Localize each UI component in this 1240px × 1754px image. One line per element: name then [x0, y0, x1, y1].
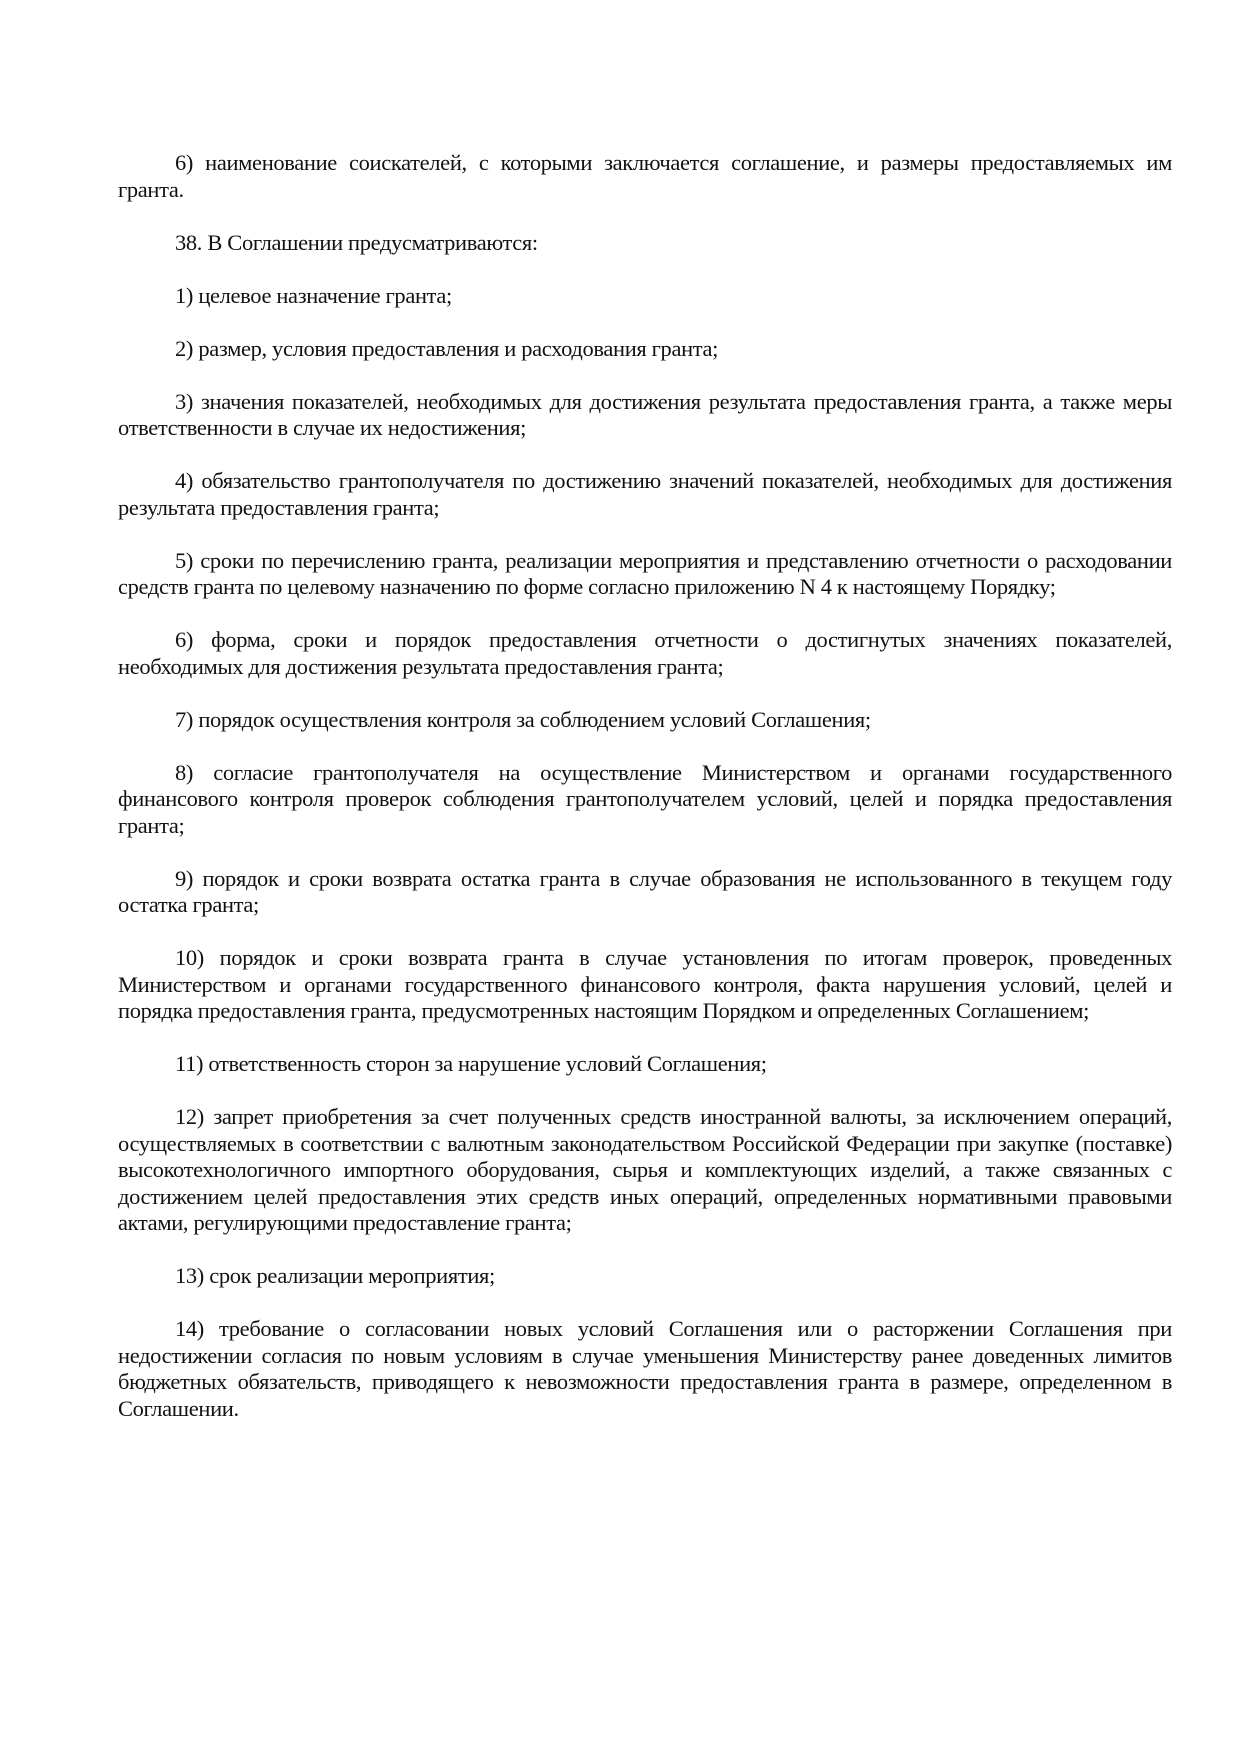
list-item-8: 8) согласие грантополучателя на осуществление Министерством и органами государственного финансового контроля проверок соблюдения грантополучателем условий, целей и порядка предоставления гранта;: [118, 759, 1172, 838]
list-item-5: 5) сроки по перечислению гранта, реализации мероприятия и представлению отчетности о расходовании средств гранта по целевому назначению по форме согласно приложению N 4 к настоящему Порядку;: [118, 547, 1172, 599]
document-page: [118, 150, 1172, 1449]
list-item-2: 2) размер, условия предоставления и расходования гранта;: [175, 335, 719, 361]
list-item-11: 11) ответственность сторон за нарушение условий Соглашения;: [175, 1051, 767, 1076]
list-item-7: 7) порядок осуществления контроля за соблюдением условий Соглашения;: [175, 706, 871, 732]
list-item-14: 14) требование о согласовании новых условий Соглашения или о расторжении Соглашения при недостижении согласия по новым условиям в случае уменьшения Министерству ранее доведенных лимитов бюджетных обязательств, приводящего к невозможности предоставления гранта в размере, определенном в Соглашении.: [118, 1316, 1172, 1421]
list-item-12: 12) запрет приобретения за счет полученных средств иностранной валюты, за исключением операций, осуществляемых в соответствии с валютным законодательством Российской Федерации при закупке (поставке) высокотехнологичного импортного оборудования, сырья и комплектующих изделий, а также связанных с достижением целей предоставления этих средств иных операций, определенных нормативными правовыми актами, регулирующими предоставление гранта;: [118, 1104, 1172, 1235]
list-item-9: 9) порядок и сроки возврата остатка гранта в случае образования не использованного в текущем году остатка гранта;: [118, 865, 1172, 917]
list-item-1: 1) целевое назначение гранта;: [175, 282, 452, 308]
list-item-3: 3) значения показателей, необходимых для достижения результата предоставления гранта, а также меры ответственности в случае их недостижения;: [118, 388, 1172, 440]
list-item-4: 4) обязательство грантополучателя по достижению значений показателей, необходимых для достижения результата предоставления гранта;: [118, 468, 1172, 520]
list-item-6: 6) форма, сроки и порядок предоставления отчетности о достигнутых значениях показателей, необходимых для достижения результата предоставления гранта;: [118, 627, 1172, 679]
paragraph-section-38-heading: 38. В Соглашении предусматриваются:: [175, 229, 538, 255]
list-item-10: 10) порядок и сроки возврата гранта в случае установления по итогам проверок, проведенных Министерством и органами государственного финансового контроля, факта нарушения условий, целей и порядка предоставления гранта, предусмотренных настоящим Порядком и определенных Соглашением;: [118, 945, 1172, 1023]
list-item-13: 13) срок реализации мероприятия;: [175, 1263, 495, 1288]
paragraph-item-6-recipients: 6) наименование соискателей, с которыми заключается соглашение, и размеры предоставляемых им гранта.: [118, 150, 1172, 202]
